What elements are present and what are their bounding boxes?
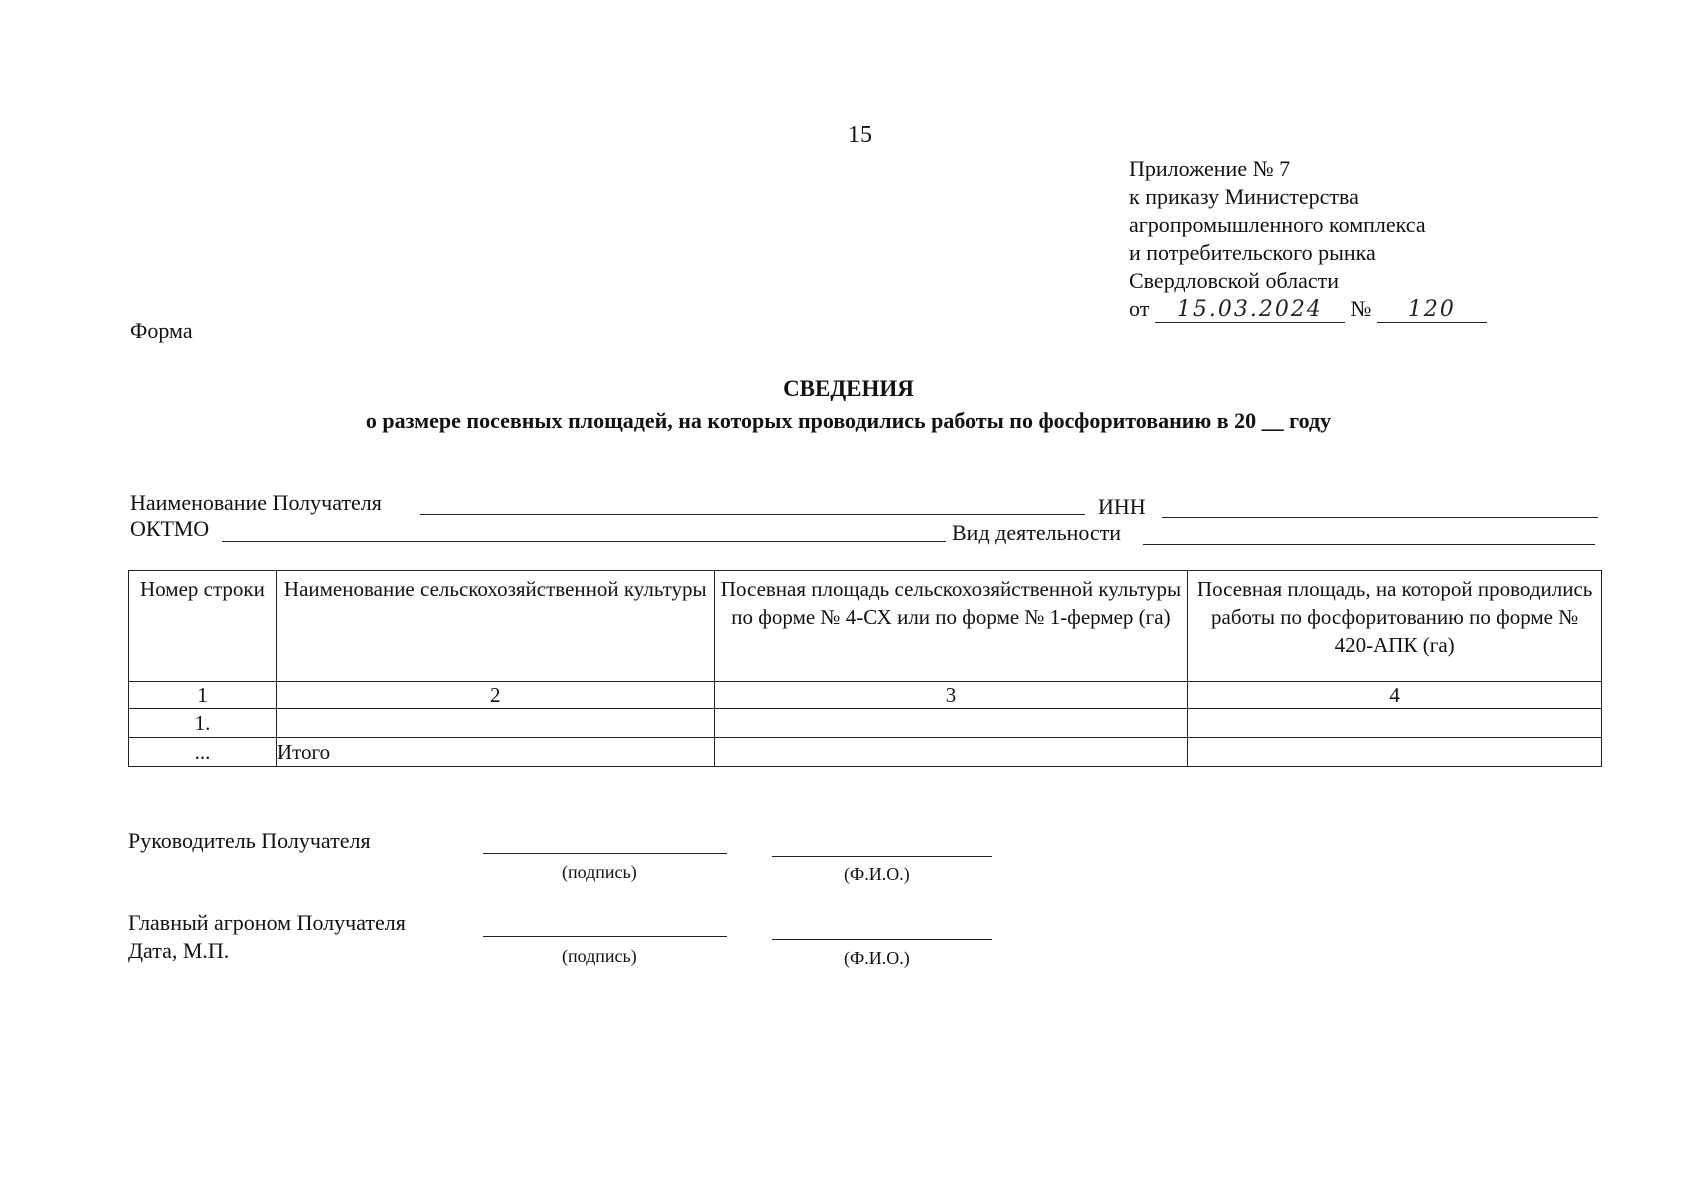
appendix-line: и потребительского рынка [1129,240,1376,265]
agronomist-label: Главный агроном Получателя [128,910,406,935]
appendix-date-row [1129,295,1487,323]
row-number-cell: ... [129,738,277,767]
activity-field[interactable] [1143,544,1595,545]
appendix-line: агропромышленного комплекса [1129,212,1426,237]
inn-field[interactable] [1162,517,1598,518]
column-number: 1 [129,682,277,709]
column-header: Посевная площадь сельскохозяйственной культуры по форме № 4-СХ или по форме № 1-фермер (га) [714,571,1188,682]
oktmo-label: ОКТМО [130,516,210,541]
document-title: СВЕДЕНИЯ [783,376,914,401]
head-label: Руководитель Получателя [128,828,371,853]
signature-caption: (подпись) [562,946,637,966]
column-number-row [129,682,1602,709]
appendix-line: Приложение № 7 [1129,156,1291,181]
total-label-cell: Итого [276,738,714,767]
phosphorite-area-cell[interactable] [1188,709,1602,738]
agronomist-signature-line[interactable] [483,936,727,937]
inn-label: ИНН [1098,494,1146,519]
table-total-row [129,738,1602,767]
column-header: Наименование сельскохозяйственной культуры [276,571,714,682]
order-date-field[interactable]: 15.03.2024 [1155,298,1345,323]
column-number: 4 [1188,682,1602,709]
order-number-field[interactable]: 120 [1377,298,1487,323]
phosphorite-area-total-cell[interactable] [1188,738,1602,767]
column-number: 3 [714,682,1188,709]
sown-area-total-cell[interactable] [714,738,1188,767]
appendix-block [1129,155,1487,323]
crop-name-cell[interactable] [276,709,714,738]
agronomist-name-line[interactable] [772,939,992,940]
date-prefix: от [1129,296,1150,321]
head-name-line[interactable] [772,856,992,857]
recipient-name-label: Наименование Получателя [130,490,382,515]
head-signature-line[interactable] [483,853,727,854]
column-number: 2 [276,682,714,709]
oktmo-field[interactable] [222,541,946,542]
recipient-name-field[interactable] [420,514,1085,515]
sown-area-cell[interactable] [714,709,1188,738]
date-stamp-label: Дата, М.П. [128,938,230,963]
table-header-row [129,571,1602,682]
column-header: Номер строки [129,571,277,682]
activity-label: Вид деятельности [952,520,1122,545]
number-prefix: № [1350,296,1372,321]
table-row [129,709,1602,738]
name-caption: (Ф.И.О.) [844,864,910,884]
data-table [128,570,1602,767]
appendix-line: к приказу Министерства [1129,184,1359,209]
document-subtitle: о размере посевных площадей, на которых проводились работы по фосфоритованию в 20 __ году [365,408,1332,433]
page-number: 15 [848,122,872,148]
column-header: Посевная площадь, на которой проводились работы по фосфоритованию по форме № 420-АПК (га) [1188,571,1602,682]
row-number-cell: 1. [129,709,277,738]
name-caption: (Ф.И.О.) [844,948,910,968]
signature-caption: (подпись) [562,862,637,882]
form-label: Форма [130,318,193,343]
appendix-line: Свердловской области [1129,268,1339,293]
